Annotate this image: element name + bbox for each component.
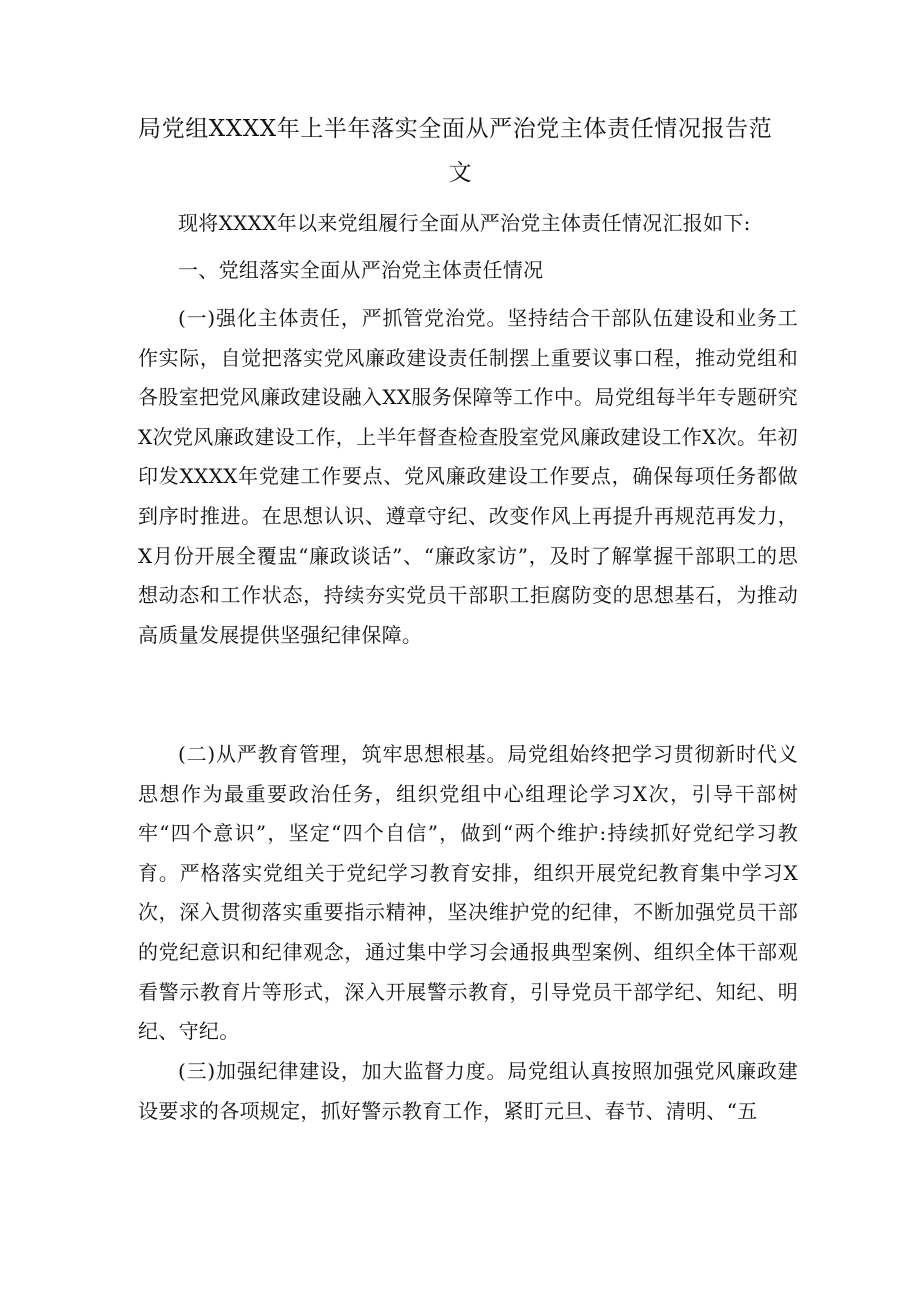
intro-paragraph: 现将XXXX年以来党组履行全面从严治党主体责任情况汇报如下: [178,211,751,235]
document-title-continued: 文 [448,160,472,186]
paragraph-1: (一)强化主体责任，严抓管党治党。坚持结合干部队伍建设和业务工作实际，自觉把落实党风廉政建设责任制摆上重要议事口程，推动党组和各股室把党风廉政建设融入XX服务保障等工作中。局党组每半年专题研究X次党风廉政建设工作，上半年督查检查股室党风廉政建设工作X次。年初印发XXXX年党建工作要点、党风廉政建设工作要点，确保每项任务都做到序时推进。在思想认识、遵章守纪、改变作风上再提升再规范再发力，X月份开展全覆盅“廉政谈话”、“廉政家访”，及时了解掌握干部职工的思想动态和工作状态，持续夯实党员干部职工拒腐防变的思想基石，为推动高质量发展提供坚强纪律保障。 [138,306,798,647]
document-title: 局党组XXXX年上半年落实全面从严治党主体责任情况报告范 [138,116,773,142]
section-heading: 一、党组落实全面从严治党主体责任情况 [178,258,544,282]
paragraph-2: (二)从严教育管理，筑牢思想根基。局党组始终把学习贯彻新时代义思想作为最重要政治任务，组织党组中心组理论学习X次，引导干部树牢“四个意识”，坚定“四个自信”，做到“两个维护:持续抓好党纪学习教育。严格落实党组关于党纪学习教育安排，组织开展党纪教育集中学习X次，深入贯彻落实重要指示精神，坚决维护党的纪律，不断加强党员干部的党纪意识和纪律观念，通过集中学习会通报典型案例、组织全体干部观看警示教育片等形式，深入开展警示教育，引导党员干部学纪、知纪、明纪、守纪。 [138,742,798,1044]
paragraph-3: (三)加强纪律建设，加大监督力度。局党组认真按照加强党风廉政建设要求的各项规定，抓好警示教育工作，紧盯元旦、春节、清明、“五 [138,1059,798,1123]
